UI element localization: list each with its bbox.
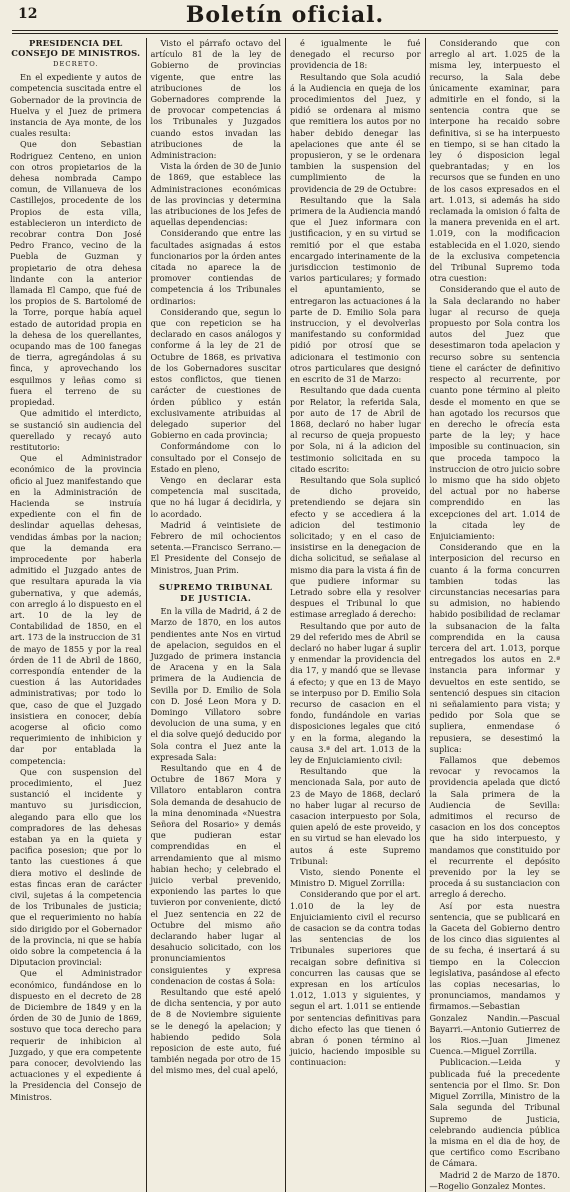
paragraph: Vengo en declarar esta competencia mal suscitada, que no há lugar á decidirla, y lo acordado. <box>150 474 281 519</box>
paragraph: Así por esta nuestra sentencia, que se publicará en la Gaceta del Gobierno dentro de los cinco dias siguientes al de su fecha, é insertará á su tiempo en la Coleccion legislativa, pasándose al efecto las copias necesarias, lo pronunciamos, mandamos y firmamos.—Sebastian Gonzalez Nandin.—Pascual Bayarri.—Antonio Gutierrez de los Rios.—Juan Jimenez Cuenca.—Miguel Zorrilla. <box>429 900 560 1057</box>
article-columns <box>6 38 564 1192</box>
column-2 <box>146 38 286 1192</box>
paragraph: Resultando que esté apeló de dicha sentencia, y por auto de 8 de Noviembre siguiente se le denegó la apelacion; y habiendo pedido Sola reposicion de este auto, fué también negada por otro de 15 del mismo mes, del cual apeló, <box>150 987 281 1076</box>
section-heading-supremo-tribunal: SUPREMO TRIBUNAL DE JUSTICIA. <box>158 581 273 603</box>
paragraph: Considerando que con arreglo al art. 1.025 de la misma ley, interpuesto el recurso, la Sala debe únicamente examinar, para admitirle en el fondo, si la sentencia contra que se interpone ha recaido sobre definitiva, si se ha interpuesto en tiempo, si se han citado la ley ó disposicion legal quebrantadas; y en los recursos que se funden en uno de los casos expresados en el art. 1.013, si además ha sido reclamada la omision ó falta de la manera prevenida en el art. 1.019, con la modificacion establecida en el 1.020, siendo de la exclusiva competencia del Tribunal Supremo toda otra cuestion: <box>429 38 560 284</box>
paragraph: Vista la órden de 30 de Junio de 1869, que establece las Administraciones económicas de las provincias y determina las atribuciones de los Jefes de aquellas dependencias: <box>150 161 281 228</box>
paragraph: Resultando que por auto de 29 del referido mes de Abril se declaró no haber lugar á suplir y enmendar la providencia del dia 17, y mandó que se llevase á efecto; y que en 13 de Mayo se interpuso por D. Emilio Sola recurso de casacion en el fondo, fundándole en varias disposiciones legales que citó y en la forma, alegando la causa 3.ª del art. 1.013 de la ley de Enjuiciamiento civil: <box>290 620 421 765</box>
paragraph: Que admitido el interdicto, se sustanció sin audiencia del querellado y recayó auto restitutorio: <box>10 408 142 452</box>
paragraph: Considerando que el auto de la Sala declarando no haber lugar al recurso de queja propuesto por Sola contra los autos del Juez que desestimaron toda apelacion y recurso sobre su sentencia tiene el carácter de definitivo respecto al recurrente, por cuanto pone término al pleito desde el momento en que se han agotado los recursos que en derecho le ofrecía esta parte de la ley; y hace imposible su continuacion, sin que proceda tampoco la instruccion de otro juicio sobre lo mismo que ha sido objeto del actual por no haberse comprendido en las excepciones del art. 1.014 de la citada ley de Enjuiciamiento: <box>429 284 560 541</box>
paragraph: Que el Administrador económico, fundándose en lo dispuesto en el decreto de 28 de Diciembre de 1849 y en la órden de 30 de Junio de 1869, sostuvo que toca derecho para requerir de inhibicion al Juzgado, y que era competente para conocer, devolviendo las actuaciones y el expediente á la Presidencia del Consejo de Ministros. <box>10 968 142 1102</box>
paragraph: Considerando que entre las facultades asignadas á estos funcionarios por la órden antes citada no aparece la de promover contiendas de competencia á los Tribunales ordinarios: <box>150 228 281 306</box>
masthead-title: Boletín oficial. <box>185 2 385 28</box>
paragraph: Que don Sebastian Rodriguez Centeno, en union con otros propietarios de la dehesa nombrada Campo comun, de Villanueva de los Castillejos, procedente de los Propios de esta villa, establecieron un interdicto de recobrar contra Don José Pedro Franco, vecino de la Puebla de Guzman y propietario de otra dehesa lindante con la anterior llamada El Campo, que fué de los propios de S. Bartolomé de la Torre, porque había aquel estado de autoridad propia en la dehesa de los querellantes, ocupando mas de 100 fanegas de tierra, agregándolas á su finca, y aprovechando los esquilmos y leñas como si fuera el terreno de su propiedad. <box>10 139 142 408</box>
masthead-rule-top <box>12 30 558 31</box>
column-4 <box>425 38 565 1192</box>
paragraph: Madrid á veintisiete de Febrero de mil ochocientos setenta.—Francisco Serrano.—El Presidente del Consejo de Ministros, Juan Prim. <box>150 519 281 575</box>
paragraph: Que el Administrador económico de la provincia oficio al Juez manifestando que en la Administración de Hacienda se instruía expediente con el fin de deslindar aquellas dehesas, vendidas ámbas por la nacion; que la demanda era improcedente por haberla admitido el Juzgado antes de que resultara apurada la via gubernativa, y que además, con arreglo á lo dispuesto en el art. 10 de la ley de Contabilidad de 1850, en el art. 173 de la instruccion de 31 de mayo de 1855 y por la real órden de 11 de Abril de 1860, correspondía entender de la cuestion á las Autoridades administrativas; por todo lo que, caso de que el Juzgado insistiera en conocer, debía acogerse al oficio como requerimiento de inhibicion y dar por entablada la competencia: <box>10 453 142 766</box>
paragraph: En el expediente y autos de competencia suscitada entre el Gobernador de la provincia de Huelva y el Juez de primera instancia de Aya monte, de los cuales resulta: <box>10 72 142 139</box>
paragraph: Considerando que por el art. 1.010 de la ley de Enjuiciamiento civil el recurso de casacion se da contra todas las sentencias de los Tribunales superiores que recaigan sobre definitiva si concurren las causas que se expresan en los artículos 1.012, 1.013 y siguientes, y segun el art. 1.011 se entiende por sentencias definitivas para dicho efecto las que tienen ó abran ó ponen término al juicio, haciendo imposible su continuacion: <box>290 889 421 1068</box>
paragraph: Considerando que, segun lo que con repeticion se ha declarado en casos análogos y conforme á la ley de 21 de Octubre de 1868, es privativa de los Gobernadores suscitar estos conflictos, que tienen carácter de cuestiones de órden público y están exclusivamente atribuidas al delegado superior del Gobierno en cada provincia; <box>150 306 281 441</box>
paragraph: Resultando que dada cuenta por Relator, la referida Sala, por auto de 17 de Abril de 1868, declaró no haber lugar al recurso de queja propuesto por Sola, ni á la adicion del testimonio solicitada en su citado escrito: <box>290 385 421 474</box>
paragraph: Fallamos que debemos revocar y revocamos la providencia apelada que dictó la Sala primera de la Audiencia de Sevilla: admitimos el recurso de casacion en los dos conceptos que ha sido interpuesto, y mandamos que constituido por el recurrente el depósito prevenido por la ley se proceda á su sustanciacion con arreglo á derecho. <box>429 755 560 900</box>
column-3 <box>285 38 425 1192</box>
paragraph: Que con suspension del procedimiento, el Juez sustanció el incidente y mantuvo su jurisdiccion, alegando para ello que los compradores de las dehesas estaban ya en la quieta y pacifica posesion; que por lo tanto las cuestiones á que diera motivo el deslinde de estas fincas eran de carácter civil, sujetas á la competencia de los Tribunales de justicia; que el requerimiento no había sido dirigido por el Gobernador de la provincia, ni que se había oido sobre la competencia á la Diputacion provincial: <box>10 766 142 968</box>
paragraph: Publicacion.—Leida y publicada fué la precedente sentencia por el Ilmo. Sr. Don Miguel Zorrilla, Ministro de la Sala segunda del Tribunal Supremo de Justicia, celebrando audiencia pública la misma en el dia de hoy, de que certifico como Escribano de Cámara. <box>429 1057 560 1169</box>
paragraph: Madrid 2 de Marzo de 1870.—Rogelio Gonzalez Montes. <box>429 1169 560 1191</box>
paragraph: Resultando que en 4 de Octubre de 1867 Mora y Villatoro entablaron contra Sola demanda de desahucio de la mina denominada «Nuestra Señora del Rosario» y demás que pudieran estar comprendidas en el arrendamiento que al mismo habian hecho; y celebrado el juicio verbal prevenido, exponiendo las partes lo que tuvieron por conveniente, dictó el Juez sentencia en 22 de Octubre del mismo año declarando haber lugar al desahucio solicitado, con los pronunciamientos consiguientes y expresa condenacion de costas á Sola: <box>150 763 281 986</box>
masthead-rule-bottom <box>12 33 558 34</box>
page-number: 12 <box>18 6 38 22</box>
paragraph: Visto el párrafo octavo del artículo 81 de la ley de Gobierno de provincias vigente, que entre las atribuciones de los Gobernadores comprende la de provocar competencias á los Tribunales y Juzgados cuando estos invadan las atribuciones de la Administracion: <box>150 38 281 161</box>
paragraph: Considerando que en la interposicion del recurso en cuanto á la forma concurren tambien todas las circunstancias necesarias para su admision, no habiendo habido posibilidad de reclamar la subsanacion de la falta comprendida en la causa tercera del art. 1.013, porque entregados los autos en 2.ª instancia para informar y devueltos en este sentido, se sentenció despues sin citacion ni señalamiento para vista; y pedido por Sola que se supliera, enmendase ó repusiera, se desestimó la suplica: <box>429 542 560 754</box>
paragraph: Visto, siendo Ponente el Ministro D. Miguel Zorrilla: <box>290 867 421 889</box>
paragraph: Resultando que la Sala primera de la Audiencia mandó que el Juez informara con justificacion, y en su virtud se remitió por el que estaba encargado interinamente de la jurisdiccion testimonio de varios particulares; y formado el apuntamiento, se entregaron las actuaciones á la parte de D. Emilio Sola para instruccion, y el devolverlas manifestando su conformidad pidió por otrosí que se adicionara el testimonio con otros particulares que designó en escrito de 31 de Marzo: <box>290 194 421 385</box>
paragraph: Resultando que Sola acudió á la Audiencia en queja de los procedimientos del Juez, y pidió se ordenara al mismo que remitiera los autos por no haber debido denegar las apelaciones que ante él se propusieron, y se le ordenara tambien la suspension del cumplimiento de la providencia de 29 de Octubre: <box>290 71 421 194</box>
paragraph: é igualmente le fué denegado el recurso por providencia de 18: <box>290 38 421 71</box>
paragraph: Conformándome con lo consultado por el Consejo de Estado en pleno, <box>150 441 281 474</box>
section-subheading-decreto: DECRETO. <box>52 60 99 68</box>
paragraph: Resultando que Sola suplicó de dicho proveido, pretendiendo se dejara sin efecto y se accediera á la adicion del testimonio solicitado; y en el caso de insistirse en la denegacion de dicha solicitud, se señalase al mismo dia para la vista á fin de que pudiere informar su Letrado sobre ella y resolver despues el Tribunal lo que estimase arreglado á derecho: <box>290 474 421 620</box>
paragraph: Resultando que la mencionada Sala, por auto de 23 de Mayo de 1868, declaró no haber lugar al recurso de casacion interpuesto por Sola, quien apeló de este proveido, y en su virtud se han elevado los autos á este Supremo Tribunal: <box>290 766 421 866</box>
paragraph: En la villa de Madrid, á 2 de Marzo de 1870, en los autos pendientes ante Nos en virtud de apelacion, seguidos en el Juzgado de primera instancia de Aracena y en la Sala primera de la Audiencia de Sevilla por D. Emilio de Sola con D. José Leon Mora y D. Domingo Villatoro sobre devolucion de una suma, y en el dia solve quejó deducido por Sola contra el Juez ante la expresada Sala: <box>150 606 281 762</box>
column-1 <box>6 38 146 1192</box>
section-heading-presidencia: PRESIDENCIA DEL CONSEJO DE MINISTROS. <box>11 38 141 58</box>
